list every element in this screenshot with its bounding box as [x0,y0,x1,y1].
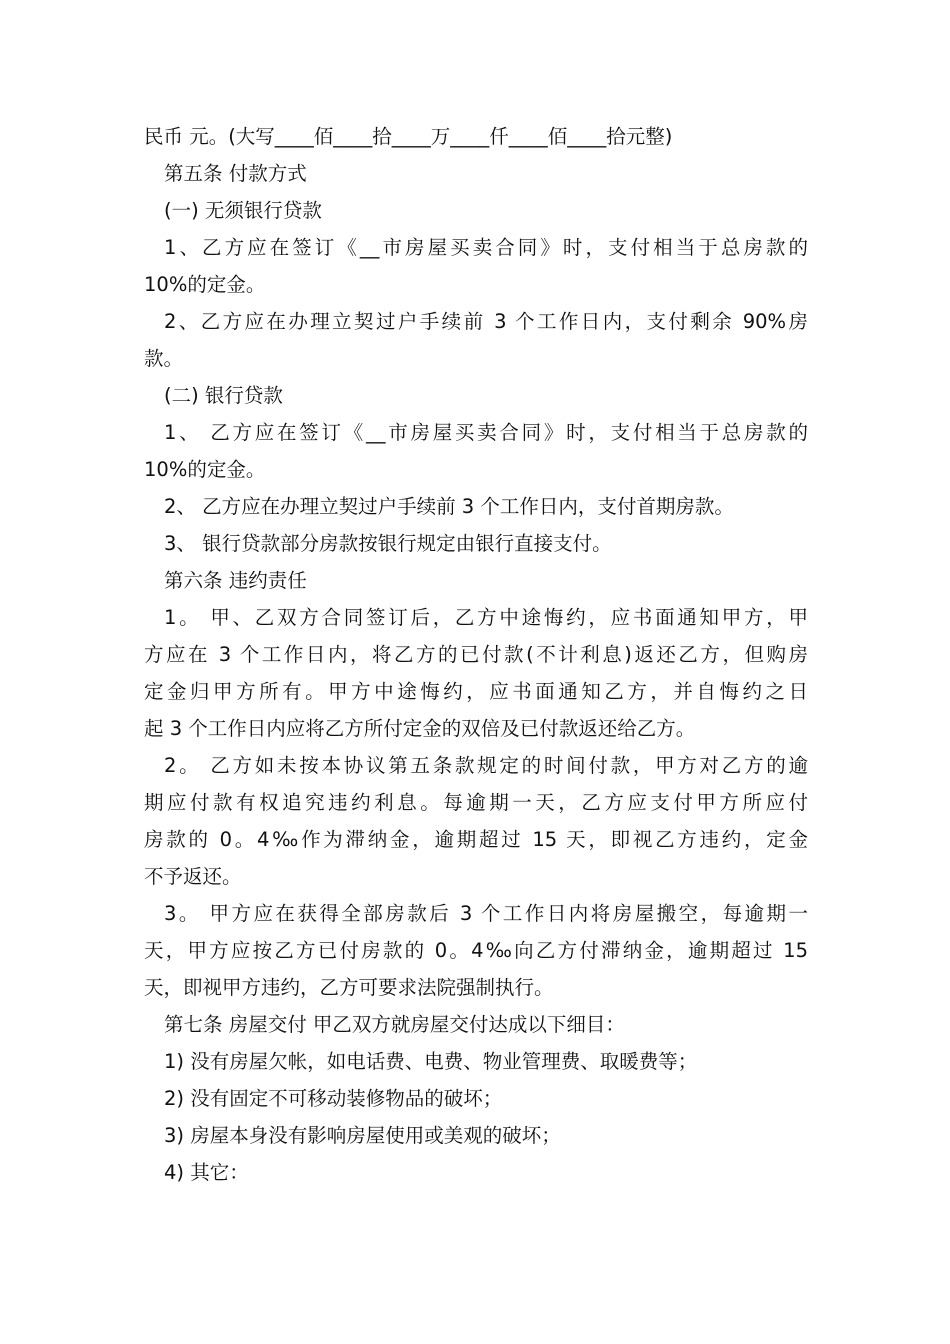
text-line: 3、 银行贷款部分房款按银行规定由银行直接支付。 [164,532,612,555]
text-line: 1、 乙方应在签订《__市房屋买卖合同》时，支付相当于总房款的 [164,421,808,444]
text-line: 天，即视甲方违约，乙方可要求法院强制执行。 [144,976,554,999]
subsection-heading: (二) 银行贷款 [164,384,283,407]
text-line: 10%的定金。 [144,458,266,481]
section-heading: 第五条 付款方式 [164,162,307,185]
text-line: 定金归甲方所有。甲方中途悔约，应书面通知乙方，并自悔约之日 [144,680,808,703]
text-line: 房款的 0。4‰作为滞纳金，逾期超过 15 天，即视乙方违约，定金 [144,828,808,851]
text-line: 方应在 3 个工作日内，将乙方的已付款(不计利息)返还乙方，但购房 [144,643,808,666]
list-item: 4) 其它： [164,1161,249,1184]
text-line: 1、乙方应在签订《__市房屋买卖合同》时，支付相当于总房款的 [164,236,808,259]
text-line: 民币 元。(大写____佰____拾____万____仟____佰____拾元整) [144,125,673,148]
text-line: 不予返还。 [144,865,242,888]
list-item: 3) 房屋本身没有影响房屋使用或美观的破坏； [164,1124,561,1147]
section-heading: 第六条 违约责任 [164,569,307,592]
text-line: 2、 乙方应在办理立契过户手续前 3 个工作日内，支付首期房款。 [164,495,734,518]
text-line: 1。 甲、乙双方合同签订后，乙方中途悔约，应书面通知甲方，甲 [164,606,808,629]
text-line: 期应付款有权追究违约利息。每逾期一天，乙方应支付甲方所应付 [144,791,808,814]
text-line: 10%的定金。 [144,273,266,296]
text-line: 2。 乙方如未按本协议第五条款规定的时间付款，甲方对乙方的逾 [164,754,808,777]
list-item: 1) 没有房屋欠帐，如电话费、电费、物业管理费、取暖费等； [164,1050,698,1073]
document-body [144,118,808,1191]
text-line: 3。 甲方应在获得全部房款后 3 个工作日内将房屋搬空，每逾期一 [164,902,808,925]
section-heading: 第七条 房屋交付 甲乙双方就房屋交付达成以下细目： [164,1013,625,1036]
text-line: 起 3 个工作日内应将乙方所付定金的双倍及已付款返还给乙方。 [144,717,696,740]
text-line: 天，甲方应按乙方已付房款的 0。4‰向乙方付滞纳金，逾期超过 15 [144,939,808,962]
subsection-heading: (一) 无须银行贷款 [164,199,322,222]
text-line: 款。 [144,347,184,370]
list-item: 2) 没有固定不可移动装修物品的破坏； [164,1087,503,1110]
text-line: 2、乙方应在办理立契过户手续前 3 个工作日内，支付剩余 90%房 [164,310,808,333]
